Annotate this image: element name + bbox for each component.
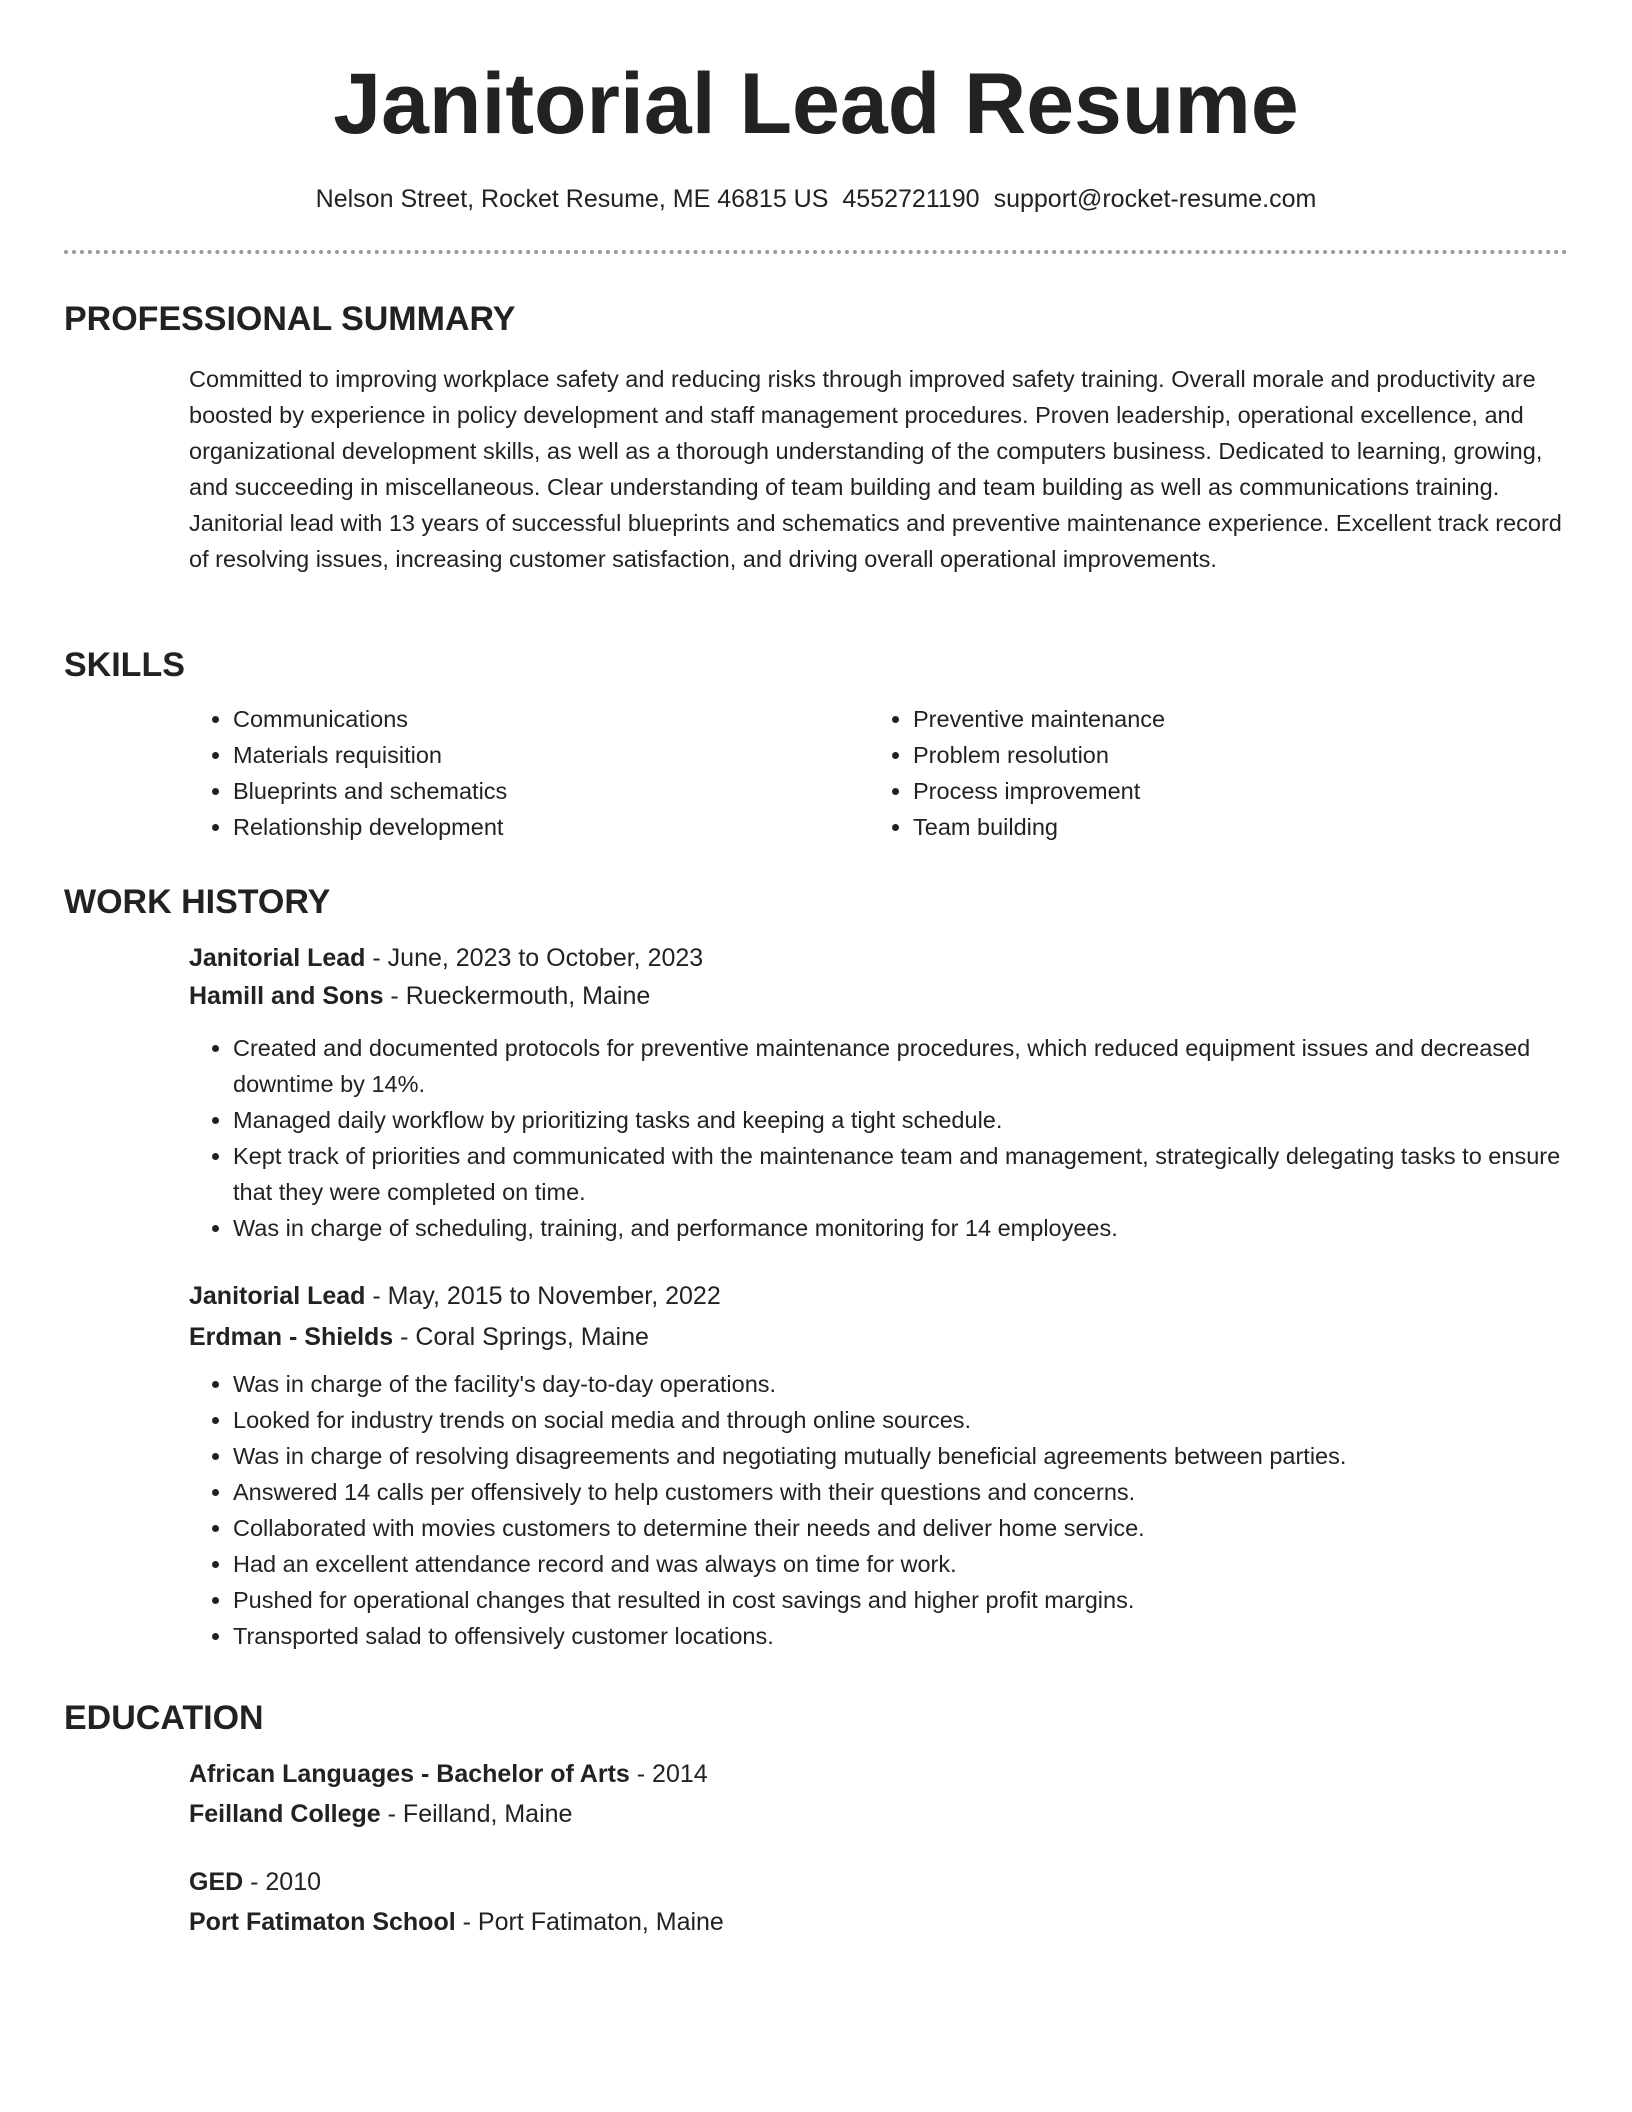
- education-school: Port Fatimaton School: [189, 1908, 456, 1936]
- job-bullet: • Transported salad to offensively customer locations.: [233, 1618, 1568, 1654]
- skills-left-column: [189, 701, 869, 845]
- job-location: - Coral Springs, Maine: [393, 1323, 649, 1351]
- education-school: Feilland College: [189, 1800, 381, 1828]
- education-location: - Feilland, Maine: [380, 1800, 573, 1828]
- job-title: Janitorial Lead: [189, 1282, 366, 1310]
- education-year: - 2014: [629, 1760, 708, 1788]
- education-entry: [189, 1755, 1568, 1833]
- address: Nelson Street, Rocket Resume, ME 46815 US: [315, 185, 829, 213]
- skills-grid: [189, 701, 1568, 845]
- header-divider: [64, 250, 1568, 254]
- job-bullet: • Answered 14 calls per offensively to help customers with their questions and concerns.: [233, 1474, 1568, 1510]
- education-location: - Port Fatimaton, Maine: [455, 1908, 724, 1936]
- work-history-heading: WORK HISTORY: [64, 883, 331, 921]
- job-bullet: • Was in charge of resolving disagreements and negotiating mutually beneficial agreements between parties.: [233, 1438, 1568, 1474]
- education-year: - 2010: [243, 1868, 322, 1896]
- job-title: Janitorial Lead: [189, 944, 366, 972]
- job-title-line: [189, 939, 1568, 977]
- job-bullet: • Created and documented protocols for preventive maintenance procedures, which reduced equipment issues and decreased downtime by 14%.: [233, 1030, 1568, 1102]
- job-company-line: [189, 1318, 1568, 1356]
- summary-heading: PROFESSIONAL SUMMARY: [64, 300, 516, 338]
- education-degree-line: [189, 1755, 1568, 1793]
- job-bullet: • Kept track of priorities and communicated with the maintenance team and management, strategically delegating tasks to ensure that they were completed on time.: [233, 1138, 1568, 1210]
- skills-section: [64, 643, 1568, 845]
- skills-right-column: [869, 701, 1549, 845]
- education-school-line: [189, 1795, 1568, 1833]
- job-bullet: • Had an excellent attendance record and was always on time for work.: [233, 1546, 1568, 1582]
- job-bullet: • Was in charge of the facility's day-to-day operations.: [233, 1366, 1568, 1402]
- education-heading: EDUCATION: [64, 1699, 264, 1737]
- job-bullet: • Looked for industry trends on social media and through online sources.: [233, 1402, 1568, 1438]
- job-entry: [189, 1277, 1568, 1654]
- job-company: Erdman - Shields: [189, 1323, 394, 1351]
- summary-section: [64, 297, 1568, 577]
- skill-item: • Problem resolution: [913, 737, 1549, 773]
- skill-item: • Blueprints and schematics: [233, 773, 869, 809]
- skill-item: • Materials requisition: [233, 737, 869, 773]
- education-degree: GED: [189, 1868, 244, 1896]
- skill-item: • Process improvement: [913, 773, 1549, 809]
- job-company-line: [189, 977, 1568, 1015]
- resume-title: Janitorial Lead Resume: [333, 56, 1299, 152]
- education-degree: African Languages - Bachelor of Arts: [189, 1760, 630, 1788]
- skills-heading: SKILLS: [64, 646, 185, 684]
- work-history-section: [64, 880, 1568, 1654]
- job-location: - Rueckermouth, Maine: [383, 982, 651, 1010]
- education-school-line: [189, 1903, 1568, 1941]
- job-dates: - May, 2015 to November, 2022: [365, 1282, 721, 1310]
- summary-text: Committed to improving workplace safety and reducing risks through improved safety training. Overall morale and productivity are boosted by experience in policy development and staff management procedures. Proven leadership, operational excellence, and organizational development skills, as well as a thorough understanding of the computers business. Dedicated to learning, growing, and succeeding in miscellaneous. Clear understanding of team building and team building as well as communications training. Janitorial lead with 13 years of successful blueprints and schematics and preventive maintenance experience. Excellent track record of resolving issues, increasing customer satisfaction, and driving overall operational improvements.: [189, 366, 1562, 572]
- education-section: [64, 1696, 1568, 1941]
- skill-item: • Preventive maintenance: [913, 701, 1549, 737]
- job-entry: [189, 939, 1568, 1246]
- job-bullet: • Was in charge of scheduling, training, and performance monitoring for 14 employees.: [233, 1210, 1568, 1246]
- job-bullet: • Managed daily workflow by prioritizing tasks and keeping a tight schedule.: [233, 1102, 1568, 1138]
- phone: 4552721190: [842, 185, 980, 213]
- skill-item: • Team building: [913, 809, 1549, 845]
- education-degree-line: [189, 1863, 1568, 1901]
- job-dates: - June, 2023 to October, 2023: [365, 944, 704, 972]
- email: support@rocket-resume.com: [993, 185, 1317, 213]
- job-company: Hamill and Sons: [189, 982, 384, 1010]
- skill-item: • Relationship development: [233, 809, 869, 845]
- job-title-line: [189, 1277, 1568, 1315]
- contact-line: [0, 182, 1632, 216]
- education-entry: [189, 1863, 1568, 1941]
- job-bullet: • Collaborated with movies customers to determine their needs and deliver home service.: [233, 1510, 1568, 1546]
- skill-item: • Communications: [233, 701, 869, 737]
- job-bullet: • Pushed for operational changes that resulted in cost savings and higher profit margins.: [233, 1582, 1568, 1618]
